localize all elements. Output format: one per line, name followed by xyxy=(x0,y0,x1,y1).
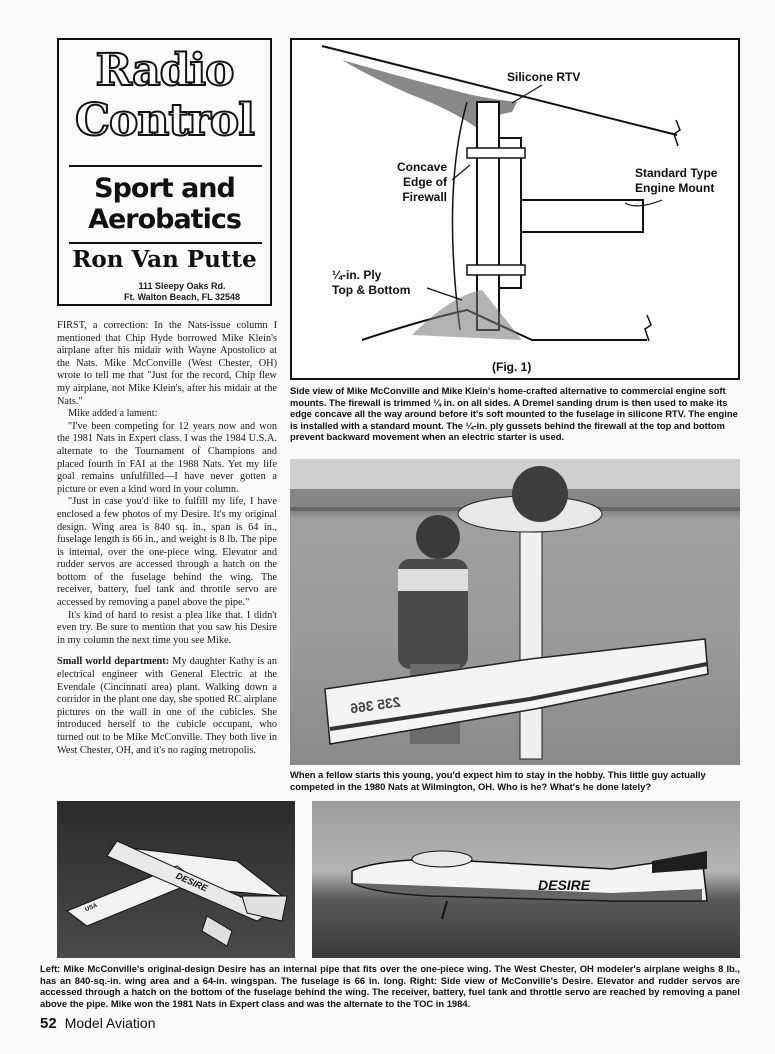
photo-desire-top-view xyxy=(57,801,295,958)
label-concave-line3: Firewall xyxy=(402,190,447,204)
bottom-photos-caption: Left: Mike McConville's original-design Desire has an internal pipe that fits over the one-piece wing. The West Chester, OH modeler's airplane weighs 8 lb., has an 840-sq.-in. wing area and a 64-in. wingspan. The fuselage is 66 in. long. Right: Side view of McConville's Desire. Elevator and rudder servos are accessed through a hatch on the bottom of the fuselage behind the wing. The receiver, battery, fuel tank and throttle servo are reached by removing a panel above the pipe. Mike won the 1981 Nats in Expert class and was the alternate to the TOC in 1984. xyxy=(40,963,740,1009)
photo-child-with-plane xyxy=(290,459,740,765)
author-address-line1: 111 Sleepy Oaks Rd. xyxy=(138,281,226,291)
plane-registration-marking: 235 366 xyxy=(349,693,402,717)
page-number: 52 xyxy=(40,1015,57,1032)
child-head xyxy=(416,515,460,559)
label-ply-line2: Top & Bottom xyxy=(332,283,411,297)
paragraph-text: My daughter Kathy is an electrical engineer with General Electric at the Evendale (Cincinnati area) plant. Walking down a corridor in the plant one day, she spotted RC airplane pictures on the wall in one of the cubicles. She introduced herself to the cubicle occupant, who turned out to be Mike McConville. They both live in West Chester, OH, and it's no raging metropolis. xyxy=(57,656,278,756)
paragraph: It's kind of hard to resist a plea like that. I didn't even try. Be sure to mention that you saw his Desire in my column the next time you see Mike. xyxy=(57,609,277,646)
paragraph: Mike added a lament: xyxy=(68,408,158,420)
desire-marking-left: DESIRE xyxy=(174,870,210,894)
magazine-name: Model Aviation xyxy=(64,1015,156,1031)
header-divider xyxy=(69,242,262,244)
engine-mount-diagram xyxy=(292,40,738,378)
plane-tail-spinner xyxy=(512,466,568,522)
column-title-line2: Control xyxy=(75,95,254,146)
column-subtitle-line1: Sport and xyxy=(94,173,235,204)
photo-child-caption: When a fellow starts this young, you'd expect him to stay in the hobby. This little guy actually competed in the 1980 Nats at Wilmington, OH. Who is he? What's he done lately? xyxy=(290,769,706,792)
break-mark-bottom xyxy=(645,315,651,341)
plane-rudder xyxy=(202,916,232,946)
header-divider xyxy=(69,165,262,167)
mount-bolt-top xyxy=(467,148,525,158)
paragraph: "I've been competing for 12 years now and won the 1981 Nats in Expert class. I was the 1984 U.S.A. alternate to the Tournament of Champions and placed fourth in FAI at the 1988 Nats. Yet my life goal remains unfulfilled—I have never gotten a picture or even a kind word in your column. xyxy=(57,420,277,495)
figure-number: (Fig. 1) xyxy=(492,360,532,374)
plane-canopy xyxy=(412,851,472,867)
article-body xyxy=(57,320,277,757)
paragraph: "Just in case you'd like to fulfill my life, I have enclosed a few photos of my Desire. It's my original design. Wing area is 840 sq. in., span is 64 in., fuselage length is 66 in., and weight is 8 lb. The pipe is internal, over the one-piece wing. Elevator and rudder servos are accessed through a hatch on the bottom of the fuselage behind the wing. The receiver, battery, fuel tank and throttle servo are accessed by removing a panel above the pipe." xyxy=(57,496,277,609)
landing-gear xyxy=(442,901,447,919)
column-header xyxy=(57,38,272,306)
label-standard-mount-line1: Standard Type xyxy=(635,166,718,180)
break-mark-top xyxy=(674,120,680,146)
author-name: Ron Van Putte xyxy=(72,246,257,273)
usa-marking: USA xyxy=(84,902,99,914)
photo-desire-side-view xyxy=(312,801,740,958)
plane-wing xyxy=(325,639,708,744)
paragraph xyxy=(57,656,277,757)
figure-diagram xyxy=(290,38,740,380)
label-silicone-rtv: Silicone RTV xyxy=(507,70,581,84)
figure-caption: Side view of Mike McConville and Mike Klein's home-crafted alternative to commercial engine soft mounts. The firewall is trimmed ¼ in. on all sides. A Dremel sanding drum is then used to make its edge concave all the way around before it's soft mounted to the fuselage in silicone RTV. The engine is installed with a standard mount. The ¼-in. ply gussets behind the firewall at the top and bottom prevent backward movement when an electric starter is used. xyxy=(290,385,738,443)
label-ply-line1: ¼-in. Ply xyxy=(332,268,382,282)
column-subtitle-line2: Aerobatics xyxy=(88,204,241,235)
label-concave-line2: Edge of xyxy=(403,175,447,189)
plane-fuselage xyxy=(520,519,542,759)
label-concave-line1: Concave xyxy=(396,160,447,174)
paragraph: FIRST, a correction: In the Nats-issue column I mentioned that Chip Hyde borrowed Mike Klein's airplane after his midair with Wayne Apostolico at the Nats. Mike McConville (West Chester, OH) wrote to tell me that "Just for the record, Chip flew my airplane, not Mike Klein's, after his midair at the Nats." xyxy=(57,320,277,407)
engine-mount-arm xyxy=(521,200,643,232)
child-shirt-stripe xyxy=(398,569,468,591)
mount-bolt-bottom xyxy=(467,265,525,275)
page-footer xyxy=(40,1014,156,1033)
label-standard-mount-line2: Engine Mount xyxy=(635,181,715,195)
author-address-line2: Ft. Walton Beach, FL 32548 xyxy=(123,292,241,302)
ply-gusset-bottom xyxy=(412,290,522,340)
desire-marking-right: DESIRE xyxy=(538,877,591,893)
section-lead: Small world department: xyxy=(57,656,170,668)
column-title-line1: Radio xyxy=(95,45,234,96)
